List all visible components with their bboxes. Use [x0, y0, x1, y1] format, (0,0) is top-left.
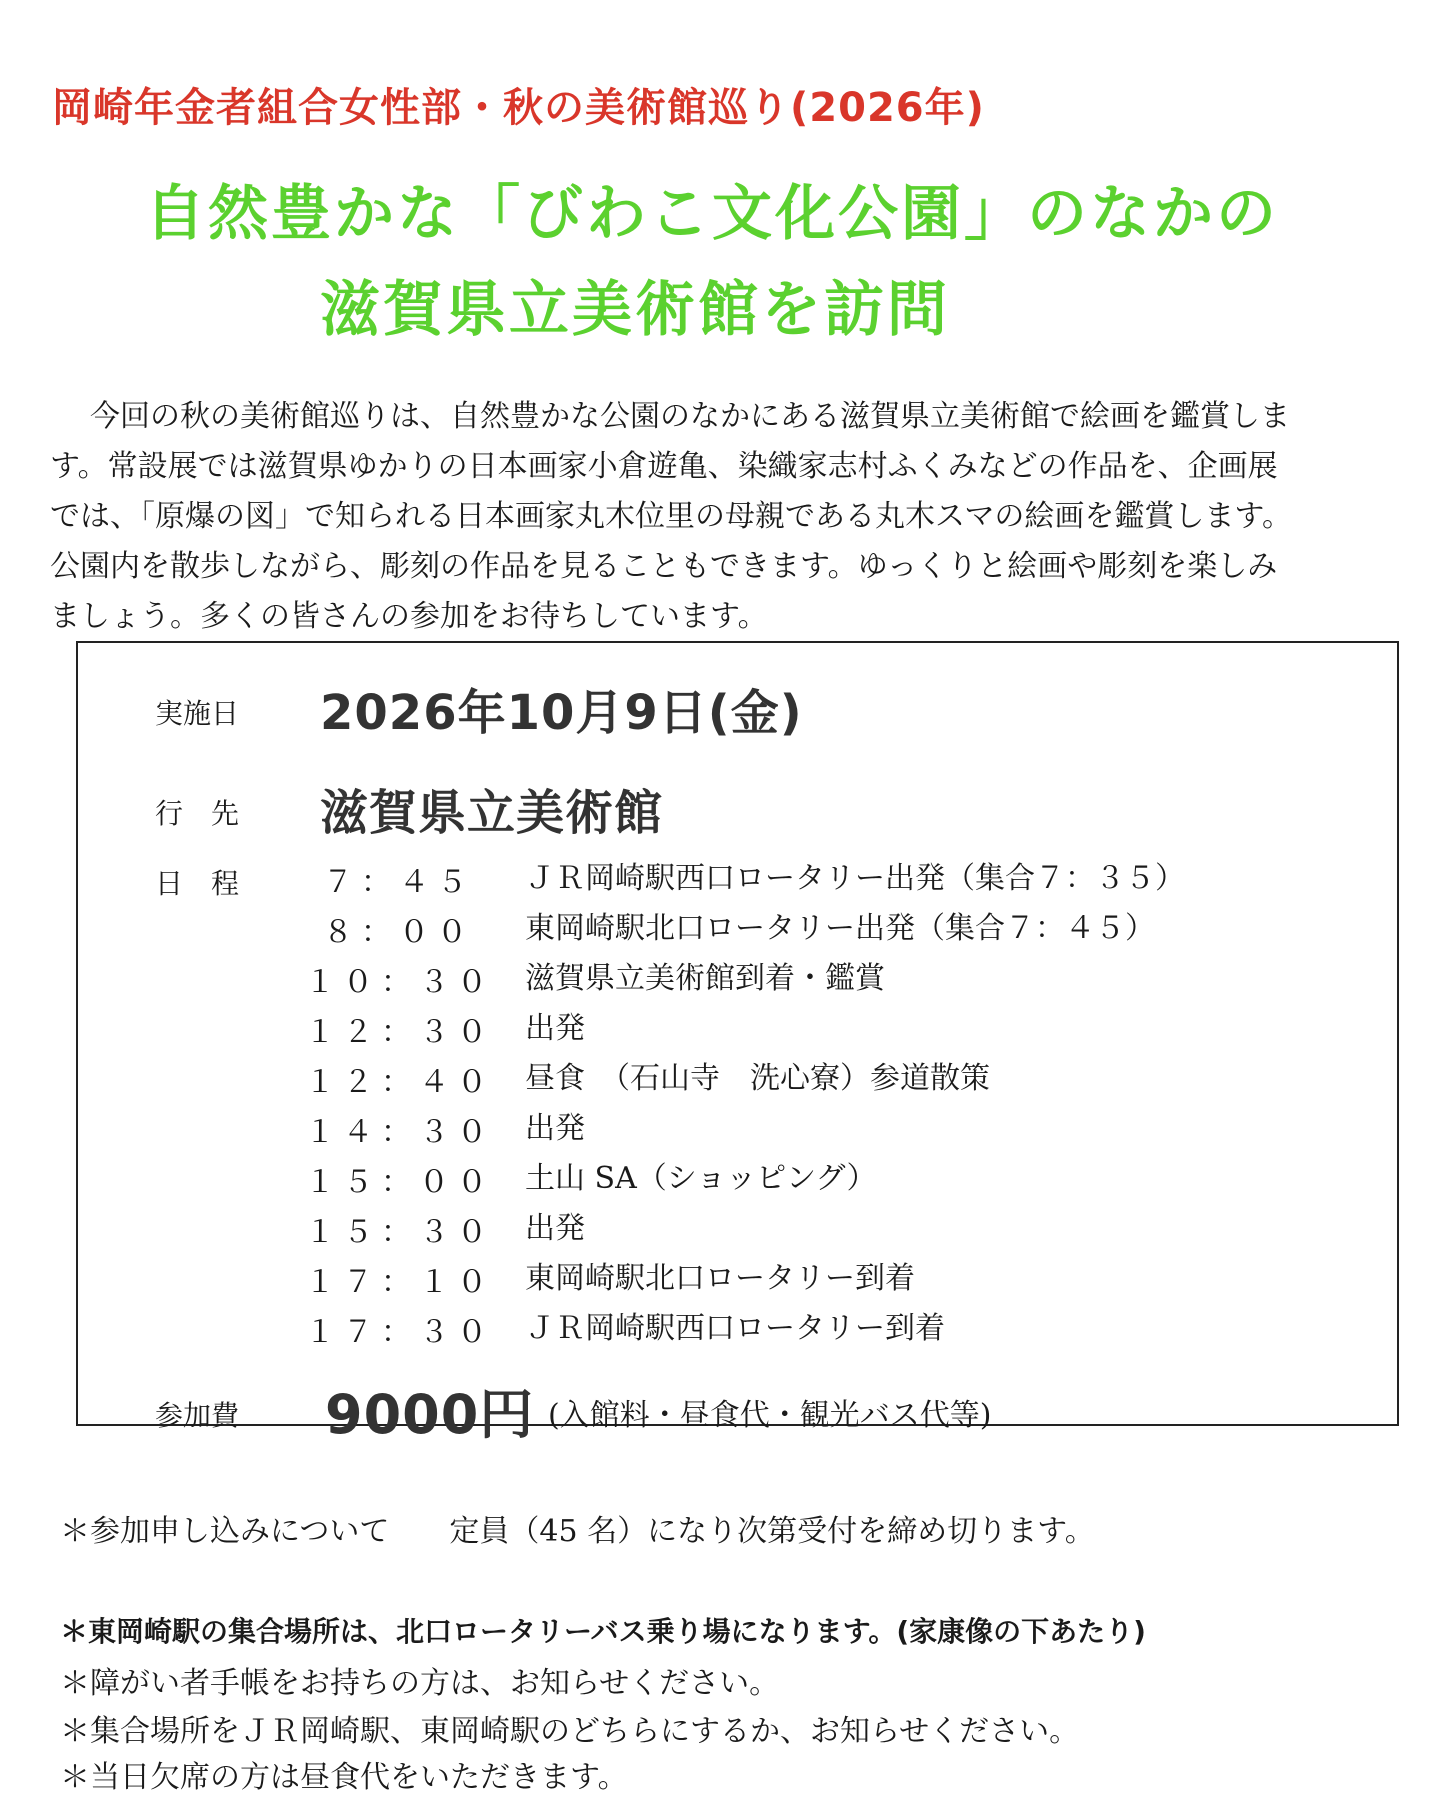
schedule-time: ８：００ [323, 915, 475, 950]
schedule-label: 日 程 [155, 867, 240, 900]
intro-line: ましょう。多くの皆さんの参加をお待ちしています。 [50, 599, 768, 634]
schedule-event: 昼食 （石山寺 洗心寮）参道散策 [525, 1061, 990, 1096]
intro-line: では、「原爆の図」で知られる日本画家丸木位里の母親である丸木スマの絵画を鑑賞します。 [50, 499, 1292, 534]
intro-paragraph [50, 392, 1410, 642]
destination-value: 滋賀県立美術館 [320, 785, 664, 841]
fee-note: (入館料・昼食代・観光バス代等) [548, 1398, 992, 1433]
schedule-event: 土山 SA（ショッピング） [525, 1161, 877, 1196]
schedule-event: 出発 [525, 1111, 585, 1146]
fee-value: 9000円 [325, 1383, 535, 1446]
schedule-time: ７：４５ [323, 865, 475, 900]
note-item: ＊障がい者手帳をお持ちの方は、お知らせください。 [60, 1666, 780, 1701]
note-item: ＊当日欠席の方は昼食代をいただきます。 [60, 1760, 628, 1795]
schedule-event: 出発 [525, 1011, 585, 1046]
intro-line: 今回の秋の美術館巡りは、自然豊かな公園のなかにある滋賀県立美術館で絵画を鑑賞しま [90, 399, 1290, 434]
schedule-time: １７：１０ [305, 1265, 495, 1300]
schedule-time: １４：３０ [305, 1115, 495, 1150]
date-value: 2026年10月9日(金) [320, 685, 803, 741]
schedule-time: １５：３０ [305, 1215, 495, 1250]
note-item: ＊参加申し込みについて 定員（45 名）になり次第受付を締め切ります。 [60, 1514, 1095, 1549]
organizer-title: 岡崎年金者組合女性部・秋の美術館巡り(2026年) [52, 85, 985, 131]
schedule-time: １２：４０ [305, 1065, 495, 1100]
schedule-time: １２：３０ [305, 1015, 495, 1050]
date-label: 実施日 [155, 697, 240, 730]
schedule-event: ＪＲ岡崎駅西口ロータリー出発（集合７：３５） [525, 861, 1185, 896]
schedule-event: 出発 [525, 1211, 585, 1246]
destination-label: 行 先 [155, 797, 240, 830]
schedule-event: 東岡崎駅北口ロータリー到着 [525, 1261, 915, 1296]
schedule-time: １７：３０ [305, 1315, 495, 1350]
note-item: ＊集合場所をＪＲ岡崎駅、東岡崎駅のどちらにするか、お知らせください。 [60, 1714, 1080, 1749]
intro-line: 公園内を散歩しながら、彫刻の作品を見ることもできます。ゆっくりと絵画や彫刻を楽しみ [50, 549, 1278, 584]
headline-line-2: 滋賀県立美術館を訪問 [320, 275, 950, 345]
schedule-event: ＪＲ岡崎駅西口ロータリー到着 [525, 1311, 945, 1346]
schedule-time: １５：００ [305, 1165, 495, 1200]
headline-line-1: 自然豊かな「びわこ文化公園」のなかの [145, 179, 1279, 249]
note-item: ＊東岡崎駅の集合場所は、北口ロータリーバス乗り場になります。(家康像の下あたり) [60, 1615, 1146, 1648]
intro-line: す。常設展では滋賀県ゆかりの日本画家小倉遊亀、染織家志村ふくみなどの作品を、企画展 [50, 449, 1278, 484]
schedule-event: 滋賀県立美術館到着・鑑賞 [525, 961, 885, 996]
fee-label: 参加費 [155, 1399, 240, 1432]
schedule-time: １０：３０ [305, 965, 495, 1000]
schedule-event: 東岡崎駅北口ロータリー出発（集合７：４５） [525, 911, 1155, 946]
